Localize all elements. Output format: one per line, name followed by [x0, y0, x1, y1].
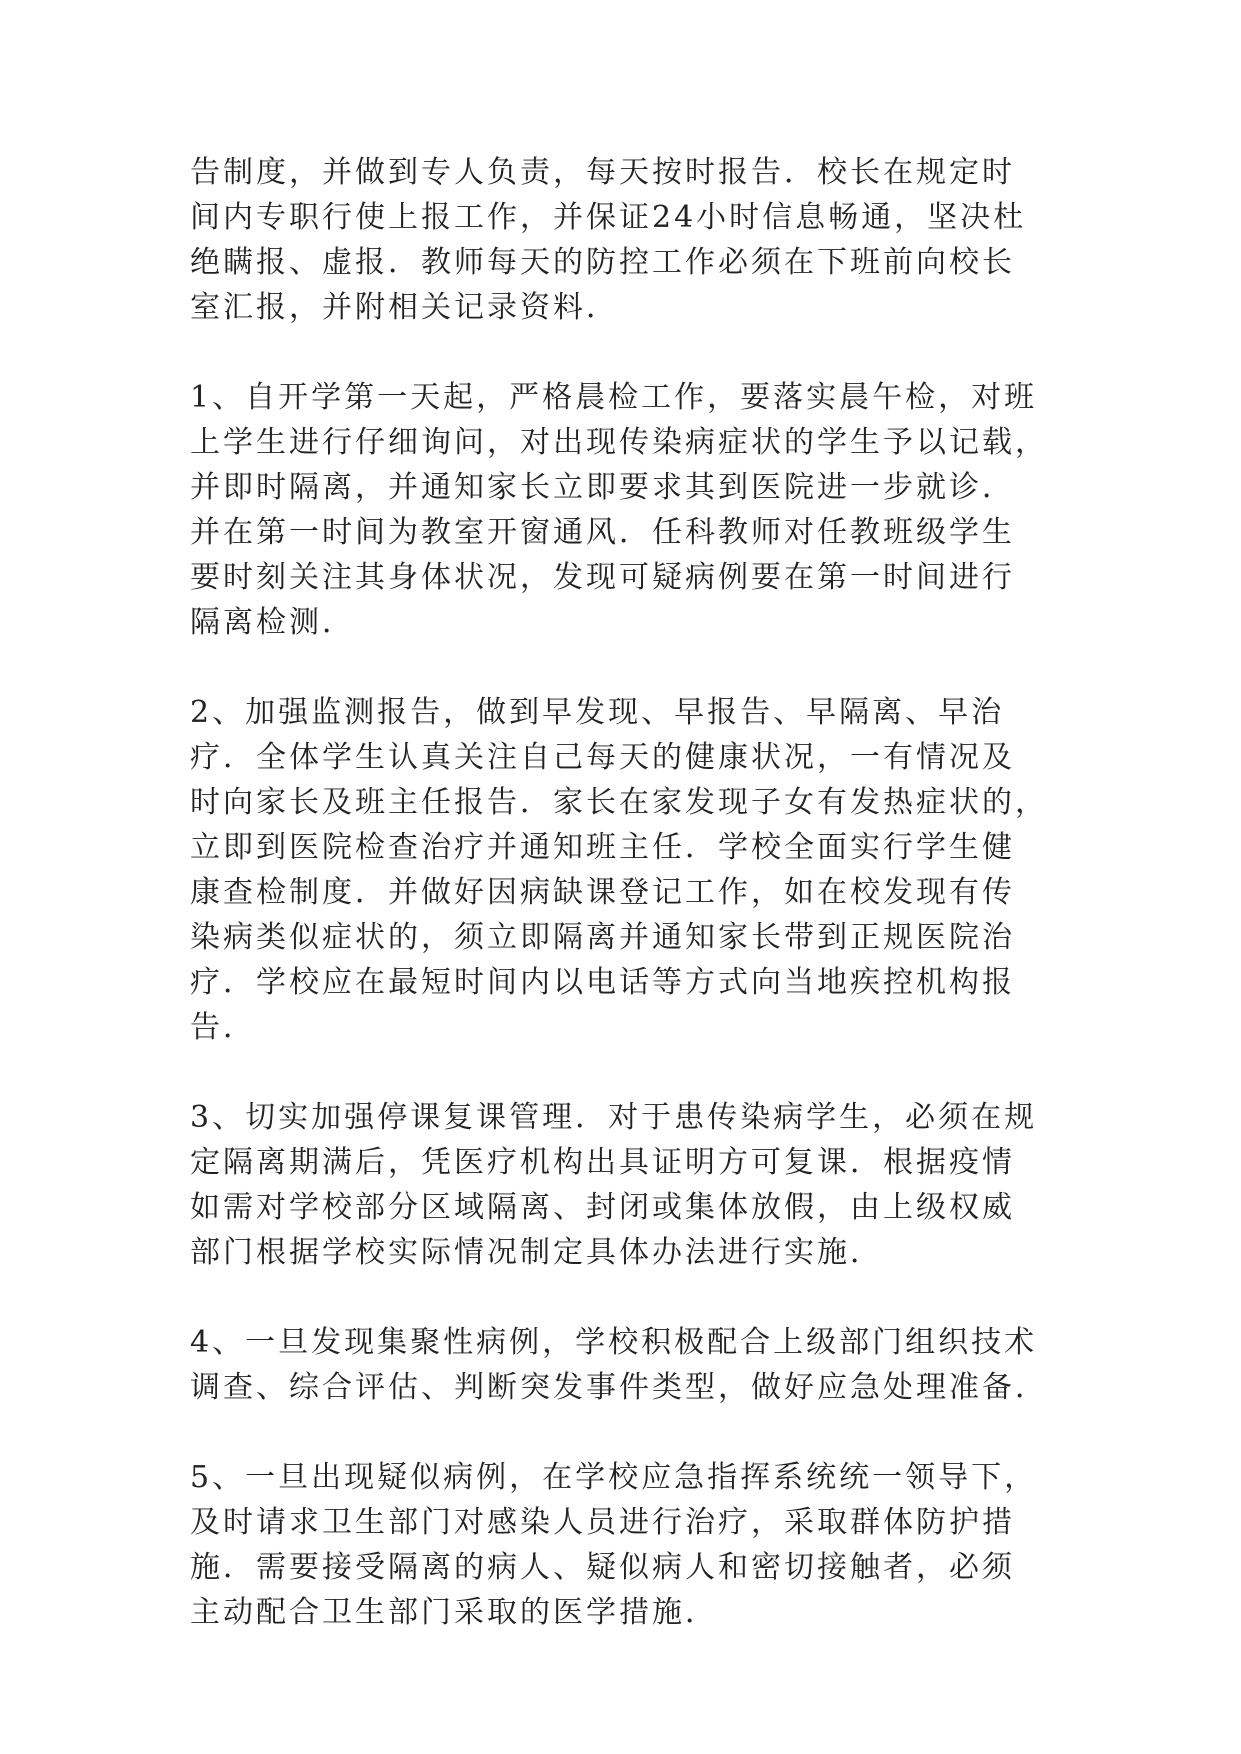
paragraph-item-2 — [190, 690, 1070, 1050]
text-line: 并即时隔离，并通知家长立即要求其到医院进一步就诊． — [190, 470, 1015, 505]
text-line: 告． — [190, 1010, 256, 1045]
text-line: 并在第一时间为教室开窗通风．任科教师对任教班级学生 — [190, 515, 1015, 550]
text-line: 时向家长及班主任报告．家长在家发现子女有发热症状的， — [190, 785, 1048, 820]
text-line: 要时刻关注其身体状况，发现可疑病例要在第一时间进行 — [190, 560, 1015, 595]
text-line: 1、自开学第一天起，严格晨检工作，要落实晨午检，对班 — [190, 380, 1038, 415]
text-line: 4、一旦发现集聚性病例，学校积极配合上级部门组织技术 — [190, 1325, 1038, 1360]
text-line: 主动配合卫生部门采取的医学措施． — [190, 1595, 718, 1630]
paragraph-reporting-system — [190, 150, 1070, 330]
text-line: 及时请求卫生部门对感染人员进行治疗，采取群体防护措 — [190, 1505, 1015, 1540]
text-line: 3、切实加强停课复课管理．对于患传染病学生，必须在规 — [190, 1100, 1038, 1135]
text-line: 调查、综合评估、判断突发事件类型，做好应急处理准备． — [190, 1370, 1048, 1405]
text-line: 染病类似症状的，须立即隔离并通知家长带到正规医院治 — [190, 920, 1015, 955]
text-line: 绝瞒报、虚报．教师每天的防控工作必须在下班前向校长 — [190, 245, 1015, 280]
text-line: 上学生进行仔细询问，对出现传染病症状的学生予以记载， — [190, 425, 1048, 460]
text-line: 康查检制度．并做好因病缺课登记工作，如在校发现有传 — [190, 875, 1015, 910]
text-line: 2、加强监测报告，做到早发现、早报告、早隔离、早治 — [190, 695, 1005, 730]
text-line: 如需对学校部分区域隔离、封闭或集体放假，由上级权威 — [190, 1190, 1015, 1225]
text-line: 立即到医院检查治疗并通知班主任．学校全面实行学生健 — [190, 830, 1015, 865]
text-line: 室汇报，并附相关记录资料． — [190, 290, 619, 325]
text-line: 告制度，并做到专人负责，每天按时报告．校长在规定时 — [190, 155, 1015, 190]
text-line: 部门根据学校实际情况制定具体办法进行实施． — [190, 1235, 883, 1270]
text-line: 隔离检测． — [190, 605, 355, 640]
paragraph-item-4 — [190, 1320, 1070, 1410]
paragraph-item-5 — [190, 1455, 1070, 1635]
text-line: 5、一旦出现疑似病例，在学校应急指挥系统统一领导下， — [190, 1460, 1038, 1495]
text-line: 疗．全体学生认真关注自己每天的健康状况，一有情况及 — [190, 740, 1015, 775]
paragraph-item-1 — [190, 375, 1070, 645]
text-line: 施．需要接受隔离的病人、疑似病人和密切接触者，必须 — [190, 1550, 1015, 1585]
paragraph-item-3 — [190, 1095, 1070, 1275]
text-line: 间内专职行使上报工作，并保证24小时信息畅通，坚决杜 — [190, 200, 1027, 235]
text-line: 定隔离期满后，凭医疗机构出具证明方可复课．根据疫情 — [190, 1145, 1015, 1180]
document-body — [190, 150, 1070, 1635]
text-line: 疗．学校应在最短时间内以电话等方式向当地疾控机构报 — [190, 965, 1015, 1000]
